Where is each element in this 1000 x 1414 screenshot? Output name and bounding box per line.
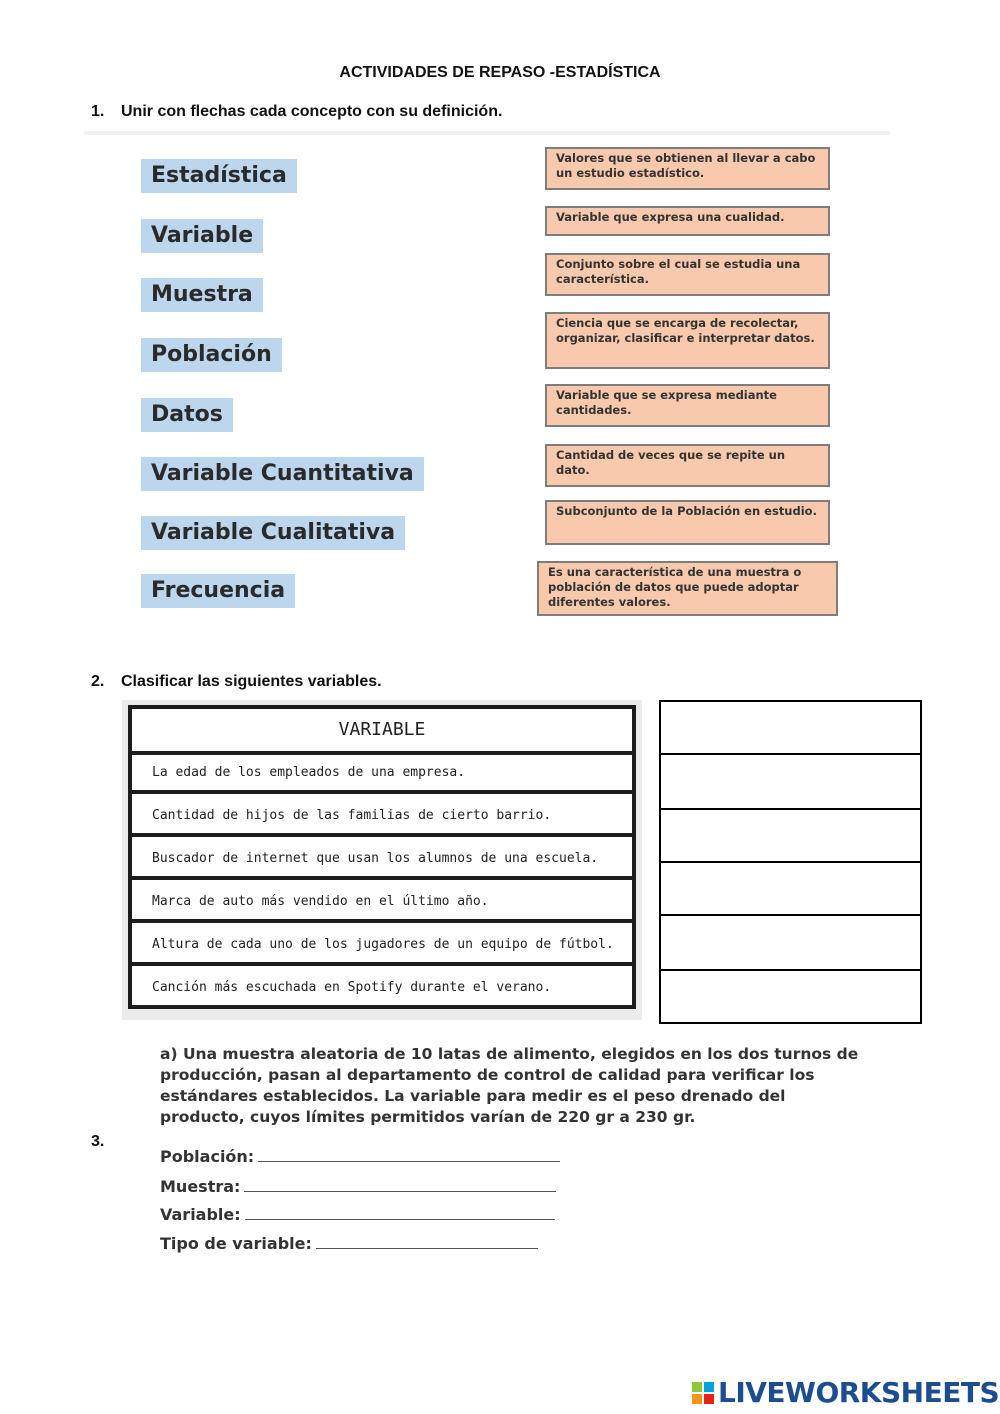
field-muestra-label: Muestra: <box>160 1177 241 1196</box>
field-muestra-blank[interactable] <box>244 1177 556 1192</box>
question-1-number: 1. <box>91 103 105 120</box>
variable-table-frame <box>128 705 636 1009</box>
question-1-heading <box>91 103 502 121</box>
liveworksheets-logo <box>692 1376 999 1409</box>
field-variable-label: Variable: <box>160 1205 241 1224</box>
field-variable <box>160 1205 555 1224</box>
variable-row-5: Altura de cada uno de los jugadores de un equipo de fútbol. <box>132 927 632 966</box>
definition-7[interactable]: Subconjunto de la Población en estudio. <box>545 500 830 545</box>
answer-box-2[interactable] <box>659 753 922 810</box>
problem-text: Una muestra aleatoria de 10 latas de alimento, elegidos en los dos turnos de producción, pasan al departamento de control de calidad para verificar los estándares establecidos. La variable para medir es el peso drenado del producto, cuyos límites permitidos varían de 220 gr a 230 gr. <box>160 1045 859 1126</box>
field-tipo-variable <box>160 1234 538 1253</box>
variable-row-2: Cantidad de hijos de las familias de cierto barrio. <box>132 798 632 837</box>
variable-row-3: Buscador de internet que usan los alumnos de una escuela. <box>132 841 632 880</box>
variable-row-1: La edad de los empleados de una empresa. <box>132 755 632 794</box>
concept-datos[interactable]: Datos <box>141 398 233 432</box>
variable-row-4: Marca de auto más vendido en el último año. <box>132 884 632 923</box>
variable-table-header: VARIABLE <box>132 709 632 755</box>
answer-box-6[interactable] <box>659 969 922 1024</box>
concept-muestra[interactable]: Muestra <box>141 278 263 312</box>
definition-8[interactable]: Es una característica de una muestra o población de datos que puede adoptar diferentes valores. <box>537 561 838 616</box>
answer-box-3[interactable] <box>659 808 922 863</box>
field-poblacion <box>160 1147 560 1166</box>
field-poblacion-label: Población: <box>160 1147 255 1166</box>
question-2-text: Clasificar las siguientes variables. <box>121 673 382 690</box>
question-3-number: 3. <box>91 1133 105 1150</box>
concept-variable-cualitativa[interactable]: Variable Cualitativa <box>141 516 405 550</box>
field-variable-blank[interactable] <box>245 1205 555 1220</box>
question-2-heading <box>91 673 382 691</box>
question-1-text: Unir con flechas cada concepto con su definición. <box>121 103 503 120</box>
field-tipo-variable-blank[interactable] <box>316 1234 538 1249</box>
divider <box>84 131 890 135</box>
variable-row-6: Canción más escuchada en Spotify durante el verano. <box>152 980 552 995</box>
definition-2[interactable]: Variable que expresa una cualidad. <box>545 206 830 236</box>
field-poblacion-blank[interactable] <box>258 1147 560 1162</box>
concept-poblacion[interactable]: Población <box>141 338 282 372</box>
problem-statement <box>160 1044 860 1128</box>
concept-variable-cuantitativa[interactable]: Variable Cuantitativa <box>141 457 424 491</box>
concept-frecuencia[interactable]: Frecuencia <box>141 574 295 608</box>
answer-box-5[interactable] <box>659 914 922 971</box>
definition-1[interactable]: Valores que se obtienen al llevar a cabo un estudio estadístico. <box>545 147 830 190</box>
page-title: ACTIVIDADES DE REPASO -ESTADÍSTICA <box>339 64 661 81</box>
question-2-number: 2. <box>91 673 105 690</box>
liveworksheets-logo-icon <box>692 1382 714 1404</box>
answer-box-1[interactable] <box>659 700 922 755</box>
liveworksheets-logo-text: LIVEWORKSHEETS <box>718 1376 1000 1409</box>
concept-variable[interactable]: Variable <box>141 219 263 253</box>
field-tipo-variable-label: Tipo de variable: <box>160 1234 312 1253</box>
concept-estadistica[interactable]: Estadística <box>141 159 297 193</box>
variable-table <box>122 700 642 1020</box>
definition-6[interactable]: Cantidad de veces que se repite un dato. <box>545 444 830 487</box>
answer-box-4[interactable] <box>659 861 922 916</box>
problem-label: a) <box>160 1045 178 1063</box>
definition-5[interactable]: Variable que se expresa mediante cantidades. <box>545 384 830 427</box>
definition-3[interactable]: Conjunto sobre el cual se estudia una característica. <box>545 253 830 296</box>
definition-4[interactable]: Ciencia que se encarga de recolectar, organizar, clasificar e interpretar datos. <box>545 312 830 369</box>
field-muestra <box>160 1177 556 1196</box>
